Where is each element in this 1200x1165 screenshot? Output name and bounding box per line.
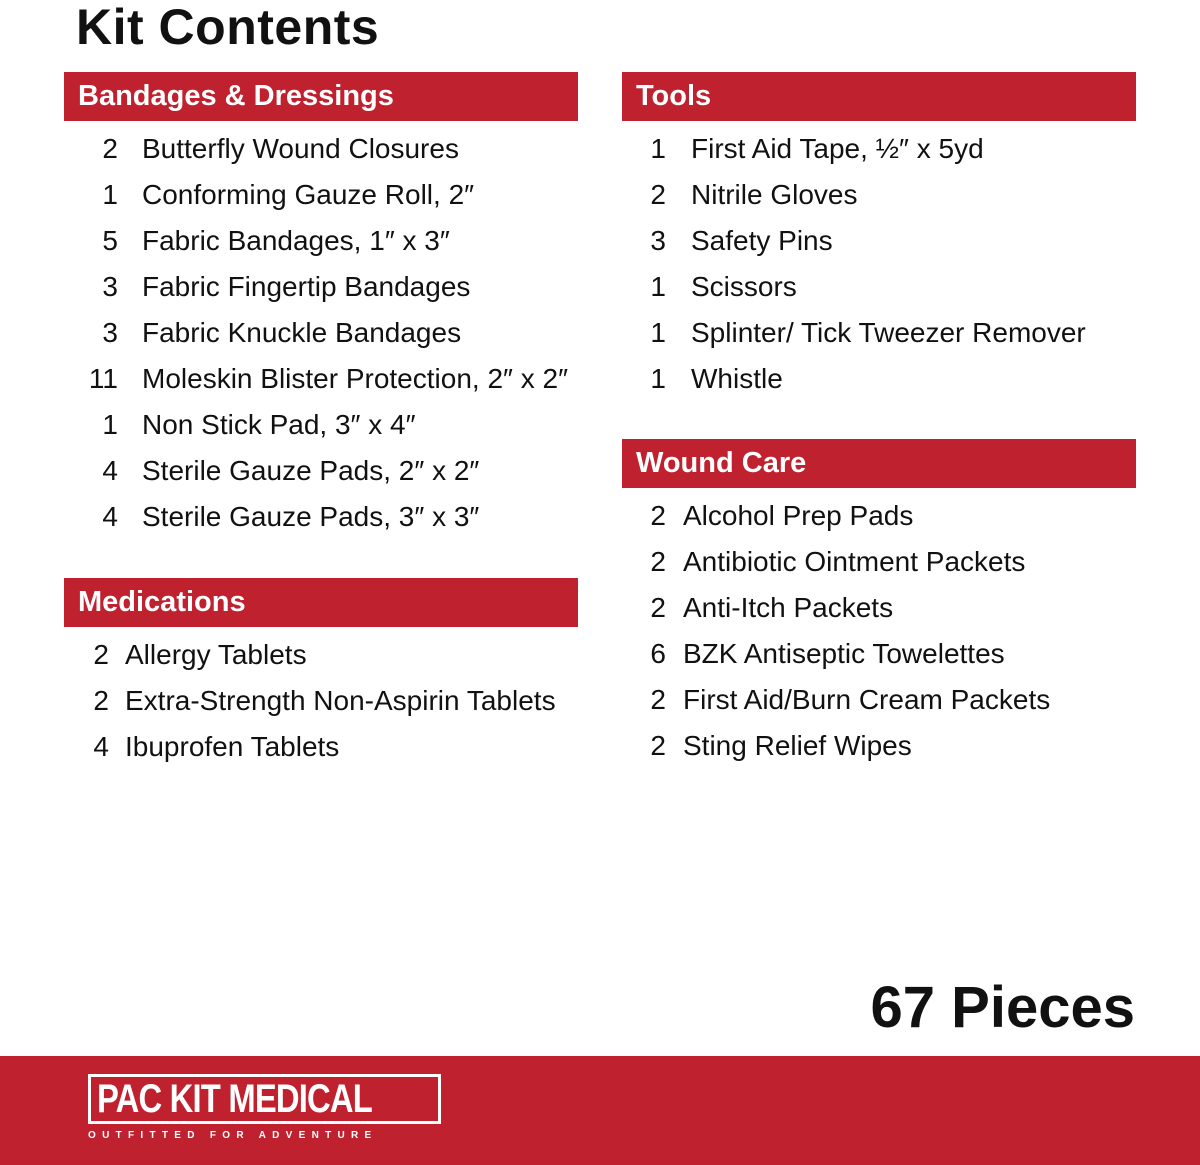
item-name: Conforming Gauze Roll, 2″ (142, 179, 475, 210)
list-item (622, 493, 1136, 539)
footer-bar (0, 1056, 1200, 1165)
section-wound-care (622, 439, 1136, 769)
list-item (64, 494, 578, 540)
list-item (64, 126, 578, 172)
list-item (622, 539, 1136, 585)
item-name: Sterile Gauze Pads, 2″ x 2″ (142, 455, 480, 486)
item-quantity: 11 (88, 363, 118, 394)
list-item (64, 632, 578, 678)
item-list (64, 632, 578, 770)
item-quantity: 2 (102, 133, 118, 164)
item-quantity: 4 (102, 501, 118, 532)
list-item (64, 402, 578, 448)
item-list (64, 126, 578, 540)
item-name: Moleskin Blister Protection, 2″ x 2″ (142, 363, 568, 394)
item-quantity: 2 (650, 730, 666, 761)
item-name: Allergy Tablets (125, 639, 307, 670)
item-quantity: 2 (650, 684, 666, 715)
section-medications (64, 578, 578, 770)
section-header: Medications (64, 578, 578, 627)
item-quantity: 1 (650, 363, 666, 394)
list-item (622, 723, 1136, 769)
logo-box (88, 1074, 441, 1124)
item-name: Nitrile Gloves (691, 179, 858, 210)
item-quantity: 1 (650, 317, 666, 348)
section-header: Bandages & Dressings (64, 72, 578, 121)
item-name: Safety Pins (691, 225, 833, 256)
item-name: Extra-Strength Non-Aspirin Tablets (125, 685, 556, 716)
item-quantity: 4 (93, 731, 109, 762)
item-quantity: 4 (102, 455, 118, 486)
item-quantity: 6 (650, 638, 666, 669)
item-quantity: 2 (650, 179, 666, 210)
list-item (622, 585, 1136, 631)
list-item (64, 172, 578, 218)
logo-wordmark: PAC KIT MEDICAL (97, 1077, 372, 1121)
item-name: Sterile Gauze Pads, 3″ x 3″ (142, 501, 480, 532)
list-item (622, 172, 1136, 218)
item-quantity: 2 (650, 500, 666, 531)
item-quantity: 1 (650, 271, 666, 302)
item-name: Alcohol Prep Pads (683, 500, 914, 531)
item-name: Anti-Itch Packets (683, 592, 894, 623)
item-name: Non Stick Pad, 3″ x 4″ (142, 409, 416, 440)
item-name: Butterfly Wound Closures (142, 133, 459, 164)
page-title: Kit Contents (76, 0, 380, 55)
item-name: BZK Antiseptic Towelettes (683, 638, 1005, 669)
section-tools (622, 72, 1136, 402)
list-item (64, 724, 578, 770)
section-header: Wound Care (622, 439, 1136, 488)
brand-logo (88, 1074, 441, 1141)
item-name: First Aid Tape, ½″ x 5yd (691, 133, 984, 164)
logo-tagline: OUTFITTED FOR ADVENTURE (88, 1130, 378, 1141)
list-item (64, 448, 578, 494)
list-item (64, 218, 578, 264)
list-item (622, 356, 1136, 402)
list-item (622, 677, 1136, 723)
item-name: Ibuprofen Tablets (125, 731, 340, 762)
item-quantity: 3 (102, 317, 118, 348)
item-quantity: 3 (650, 225, 666, 256)
item-list (622, 126, 1136, 402)
item-quantity: 1 (650, 133, 666, 164)
item-quantity: 5 (102, 225, 118, 256)
list-item (622, 126, 1136, 172)
list-item (622, 310, 1136, 356)
list-item (64, 678, 578, 724)
item-name: Scissors (691, 271, 797, 302)
item-name: Whistle (691, 363, 783, 394)
item-name: First Aid/Burn Cream Packets (683, 684, 1051, 715)
item-list (622, 493, 1136, 769)
item-quantity: 2 (650, 592, 666, 623)
section-header: Tools (622, 72, 1136, 121)
section-bandages-dressings (64, 72, 578, 540)
item-name: Splinter/ Tick Tweezer Remover (691, 317, 1086, 348)
item-quantity: 3 (102, 271, 118, 302)
list-item (64, 264, 578, 310)
item-quantity: 2 (650, 546, 666, 577)
item-name: Fabric Knuckle Bandages (142, 317, 462, 348)
item-name: Antibiotic Ointment Packets (683, 546, 1026, 577)
list-item (64, 310, 578, 356)
item-quantity: 1 (102, 179, 118, 210)
list-item (622, 264, 1136, 310)
item-quantity: 2 (93, 685, 109, 716)
item-name: Fabric Fingertip Bandages (142, 271, 471, 302)
item-name: Fabric Bandages, 1″ x 3″ (142, 225, 450, 256)
item-name: Sting Relief Wipes (683, 730, 912, 761)
piece-count: 67 Pieces (870, 975, 1135, 1040)
list-item (622, 631, 1136, 677)
item-quantity: 1 (102, 409, 118, 440)
item-quantity: 2 (93, 639, 109, 670)
list-item (64, 356, 578, 402)
list-item (622, 218, 1136, 264)
